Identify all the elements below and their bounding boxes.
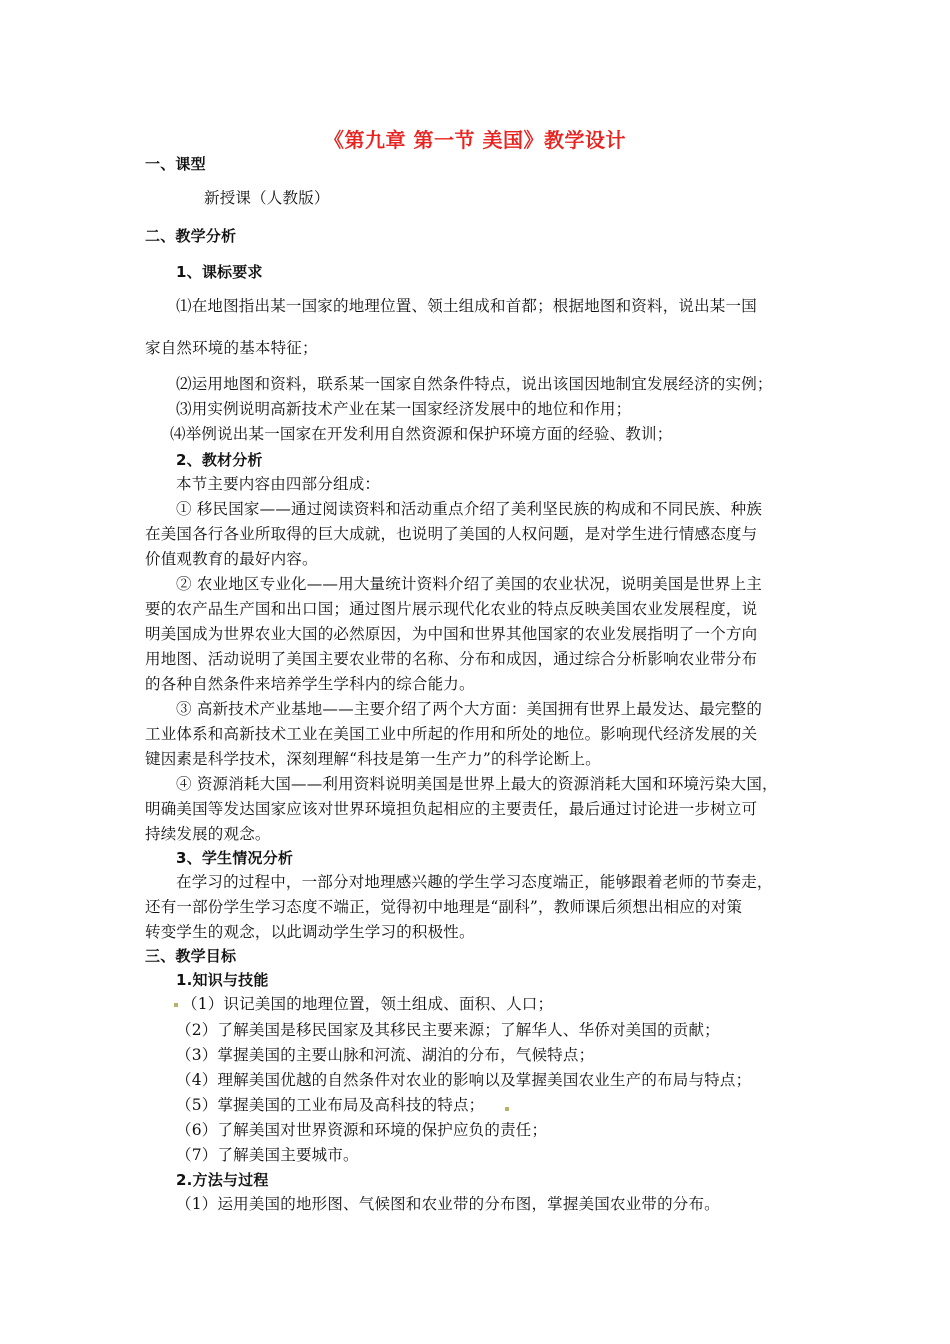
knowledge-item: （3）掌握美国的主要山脉和河流、湖泊的分布，气候特点； — [176, 1046, 595, 1064]
textbook-line: 键因素是科学技术，深刻理解“科技是第一生产力”的科学论断上。 — [145, 750, 601, 768]
knowledge-item: （1）识记美国的地理位置，领土组成、面积、人口； — [182, 995, 554, 1013]
textbook-line: 价值观教育的最好内容。 — [145, 550, 318, 568]
textbook-line: 本节主要内容由四部分组成： — [176, 475, 381, 493]
curriculum-item-2: ⑵运用地图和资料，联系某一国家自然条件特点，说出该国因地制宜发展经济的实例； — [176, 375, 773, 393]
textbook-line: 的各种自然条件来培养学生学科内的综合能力。 — [145, 675, 475, 693]
document-title: 《第九章 第一节 美国》教学设计 — [324, 128, 626, 152]
textbook-line: 持续发展的观念。 — [145, 825, 271, 843]
knowledge-item: （6）了解美国对世界资源和环境的保护应负的责任； — [176, 1121, 548, 1139]
mark-dot — [505, 1107, 509, 1111]
knowledge-item: （4）理解美国优越的自然条件对农业的影响以及掌握美国农业生产的布局与特点； — [176, 1071, 752, 1089]
textbook-line: ② 农业地区专业化——用大量统计资料介绍了美国的农业状况，说明美国是世界上主 — [176, 575, 763, 593]
knowledge-item: （2）了解美国是移民国家及其移民主要来源；了解华人、华侨对美国的贡献； — [176, 1021, 720, 1039]
textbook-line: 要的农产品生产国和出口国；通过图片展示现代化农业的特点反映美国农业发展程度，说 — [145, 600, 758, 618]
subheading-curriculum: 1、课标要求 — [176, 263, 263, 281]
textbook-line: 在美国各行各业所取得的巨大成就，也说明了美国的人权问题，是对学生进行情感态度与 — [145, 525, 758, 543]
subheading-methods: 2.方法与过程 — [176, 1171, 269, 1189]
subheading-students: 3、学生情况分析 — [176, 849, 294, 867]
knowledge-item: （5）掌握美国的工业布局及高科技的特点； — [176, 1096, 485, 1114]
subheading-knowledge: 1.知识与技能 — [176, 971, 269, 989]
section-heading-lesson-type: 一、课型 — [145, 155, 206, 173]
curriculum-item-1-cont: 家自然环境的基本特征； — [145, 339, 318, 357]
textbook-line: 明确美国等发达国家应该对世界环境担负起相应的主要责任，最后通过讨论进一步树立可 — [145, 800, 758, 818]
section-heading-analysis: 二、教学分析 — [145, 227, 237, 245]
textbook-line: ④ 资源消耗大国——利用资料说明美国是世界上最大的资源消耗大国和环境污染大国， — [176, 775, 778, 793]
methods-item: （1）运用美国的地形图、气候图和农业带的分布图，掌握美国农业带的分布。 — [176, 1195, 720, 1213]
textbook-line: ③ 高新技术产业基地——主要介绍了两个大方面：美国拥有世界上最发达、最完整的 — [176, 700, 763, 718]
textbook-line: 用地图、活动说明了美国主要农业带的名称、分布和成因，通过综合分析影响农业带分布 — [145, 650, 758, 668]
curriculum-item-4: ⑷举例说出某一国家在开发利用自然资源和保护环境方面的经验、教训； — [170, 425, 673, 443]
textbook-line: ① 移民国家——通过阅读资料和活动重点介绍了美利坚民族的构成和不同民族、种族 — [176, 500, 763, 518]
students-line: 转变学生的观念，以此调动学生学习的积极性。 — [145, 923, 475, 941]
section-heading-goals: 三、教学目标 — [145, 947, 237, 965]
students-line: 还有一部份学生学习态度不端正，觉得初中地理是“副科”，教师课后须想出相应的对策 — [145, 898, 743, 916]
curriculum-item-3: ⑶用实例说明高新技术产业在某一国家经济发展中的地位和作用； — [176, 400, 632, 418]
subheading-textbook: 2、教材分析 — [176, 451, 263, 469]
students-line: 在学习的过程中，一部分对地理感兴趣的学生学习态度端正，能够跟着老师的节奏走， — [176, 873, 773, 891]
knowledge-item: （7）了解美国主要城市。 — [176, 1146, 359, 1164]
textbook-line: 工业体系和高新技术工业在美国工业中所起的作用和所处的地位。影响现代经济发展的关 — [145, 725, 758, 743]
textbook-line: 明美国成为世界农业大国的必然原因，为中国和世界其他国家的农业发展指明了一个方向 — [145, 625, 758, 643]
lesson-type-text: 新授课（人教版） — [204, 189, 330, 207]
curriculum-item-1: ⑴在地图指出某一国家的地理位置、领土组成和首都；根据地图和资料，说出某一国 — [176, 297, 757, 315]
mark-dot — [174, 1003, 178, 1007]
